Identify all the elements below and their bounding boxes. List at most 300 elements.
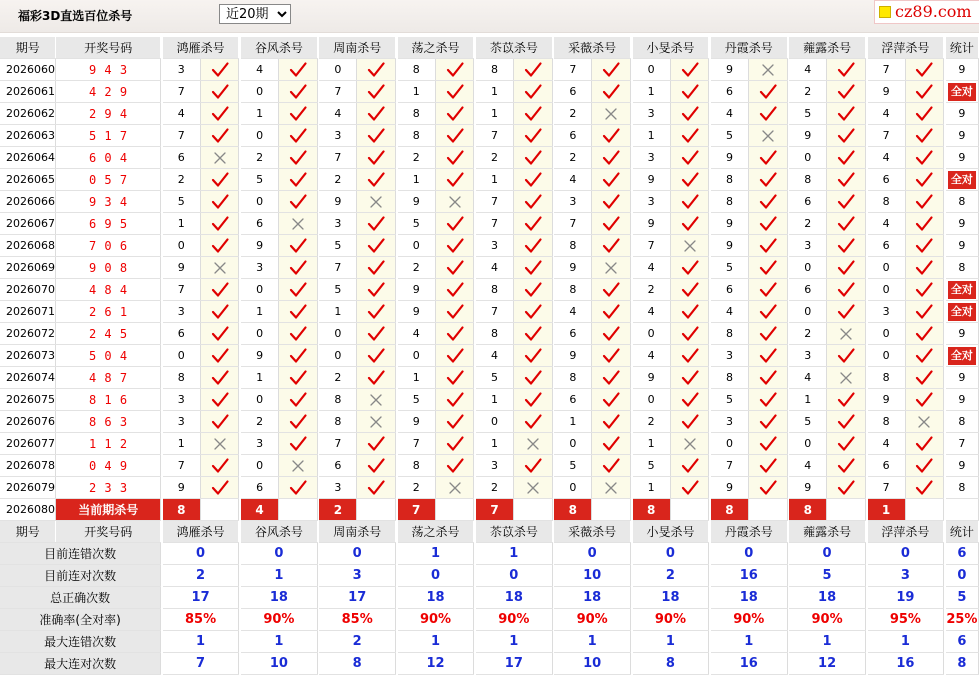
summary-value-cell: [476, 543, 552, 565]
result-cell: [514, 323, 553, 345]
kill-number-cell: [476, 169, 514, 191]
result-cell: [670, 169, 709, 191]
kill-number: 0: [256, 393, 264, 406]
draw-number-cell: [56, 191, 161, 213]
kill-number-cell: [554, 279, 592, 301]
kill-number: 8: [177, 371, 185, 384]
summary-value: 90%: [419, 612, 452, 627]
summary-value-cell: [554, 631, 630, 653]
summary-value: 95%: [889, 612, 921, 627]
kill-number: 2: [412, 261, 420, 274]
check-icon: [758, 478, 778, 498]
result-cell: [357, 257, 396, 279]
result-cell: [200, 59, 239, 81]
summary-value-cell: [789, 543, 865, 565]
check-icon: [523, 346, 543, 366]
stat-value: 9: [958, 63, 966, 76]
header-expert: [633, 521, 709, 543]
cross-icon: [445, 192, 465, 212]
summary-stat-value: 6: [957, 546, 967, 561]
kill-number: 7: [491, 305, 498, 318]
check-icon: [288, 170, 308, 190]
result-cell: [670, 125, 709, 147]
check-icon: [836, 346, 856, 366]
kill-number-cell: [163, 367, 201, 389]
check-icon: [366, 434, 386, 454]
kill-number: 5: [647, 459, 655, 472]
kill-number-cell: [554, 191, 592, 213]
header-expert-label: 浮萍杀号: [881, 525, 930, 539]
summary-label: 目前连错次数: [44, 547, 117, 561]
cross-icon: [758, 126, 778, 146]
summary-value: 0: [822, 546, 832, 561]
kill-number-cell: [789, 103, 827, 125]
result-cell: [279, 147, 318, 169]
result-cell: [435, 411, 474, 433]
kill-number-cell: [789, 389, 827, 411]
table-header-row: [0, 521, 979, 543]
result-cell: [905, 257, 944, 279]
current-kill-number-cell: [711, 499, 749, 521]
result-cell: [905, 455, 944, 477]
draw-number: 5 1 7: [88, 128, 128, 143]
result-cell: [200, 81, 239, 103]
kill-number: 3: [647, 151, 655, 164]
result-cell: [200, 323, 239, 345]
kill-number: 0: [569, 437, 577, 450]
result-cell: [749, 235, 788, 257]
kill-number: 6: [882, 173, 890, 186]
result-cell: [514, 367, 553, 389]
kill-number-cell: [711, 345, 749, 367]
result-cell: [279, 301, 318, 323]
header-expert-label: 苶苡杀号: [489, 525, 538, 539]
kill-number: 0: [569, 481, 577, 494]
summary-value: 10: [583, 568, 602, 583]
summary-value-cell: [163, 587, 239, 609]
kill-number: 0: [647, 327, 655, 340]
check-icon: [445, 412, 465, 432]
kill-number: 8: [491, 283, 498, 296]
kill-number-cell: [554, 213, 592, 235]
summary-stat-cell: [946, 565, 979, 587]
kill-number: 6: [177, 327, 185, 340]
result-cell: [592, 345, 631, 367]
check-icon: [523, 236, 543, 256]
result-cell: [435, 301, 474, 323]
kill-number-cell: [633, 301, 671, 323]
summary-value: 1: [587, 634, 597, 649]
result-cell: [749, 301, 788, 323]
summary-value-cell: [476, 653, 552, 675]
kill-number-cell: [319, 367, 357, 389]
kill-number: 9: [725, 151, 733, 164]
kill-number: 4: [725, 107, 733, 120]
check-icon: [601, 456, 621, 476]
result-cell: [749, 59, 788, 81]
kill-number: 2: [647, 283, 655, 296]
summary-label-cell: [0, 653, 161, 675]
summary-value-cell: [789, 587, 865, 609]
result-cell: [827, 455, 866, 477]
table-row: [0, 147, 979, 169]
summary-value: 85%: [185, 612, 217, 627]
page-title: 福彩3D直选百位杀号: [18, 9, 133, 23]
check-icon: [601, 412, 621, 432]
summary-value: 0: [430, 568, 441, 583]
cross-icon: [210, 434, 230, 454]
result-cell: [200, 191, 239, 213]
table-row: [0, 389, 979, 411]
stat-value: 8: [958, 261, 966, 274]
check-icon: [288, 390, 308, 410]
kill-number: 8: [412, 459, 420, 472]
kill-number: 4: [882, 217, 890, 230]
kill-number-cell: [868, 455, 906, 477]
kill-number: 1: [569, 415, 577, 428]
check-icon: [288, 324, 308, 344]
kill-number-cell: [789, 191, 827, 213]
summary-value-cell: [633, 631, 709, 653]
kill-number: 1: [334, 305, 342, 318]
kill-number: 1: [491, 437, 498, 450]
result-cell: [514, 125, 553, 147]
cross-icon: [680, 434, 700, 454]
header-stats-label: 统计: [949, 525, 974, 539]
stat-value: 9: [958, 459, 966, 472]
current-kill-number-cell: [476, 499, 514, 521]
kill-number-cell: [633, 59, 671, 81]
draw-number: 9 3 4: [88, 194, 128, 209]
summary-value-cell: [554, 587, 630, 609]
summary-value: 18: [504, 590, 523, 605]
draw-number-cell: [56, 433, 161, 455]
result-cell: [905, 235, 944, 257]
summary-row: [0, 653, 979, 675]
result-cell: [200, 257, 239, 279]
header-expert: [398, 37, 474, 59]
stat-value: 7: [958, 437, 966, 450]
kill-number: 7: [334, 151, 342, 164]
result-cell: [670, 59, 709, 81]
kill-number: 4: [412, 327, 420, 340]
issue-number: 2026069: [6, 261, 55, 274]
current-kill-number: 1: [881, 502, 891, 517]
check-icon: [210, 412, 230, 432]
current-empty-cell: [435, 499, 474, 521]
kill-number-cell: [163, 345, 201, 367]
result-cell: [670, 345, 709, 367]
check-icon: [836, 104, 856, 124]
header-expert: [398, 521, 474, 543]
kill-number: 7: [334, 85, 342, 98]
header-stats: [946, 37, 979, 59]
check-icon: [680, 368, 700, 388]
check-icon: [914, 324, 934, 344]
draw-number: 4 8 4: [88, 282, 128, 297]
result-cell: [200, 235, 239, 257]
kill-number: 7: [491, 129, 498, 142]
check-icon: [445, 456, 465, 476]
result-cell: [670, 455, 709, 477]
kill-number: 0: [256, 129, 264, 142]
check-icon: [601, 368, 621, 388]
summary-value-cell: [789, 653, 865, 675]
kill-number-cell: [868, 323, 906, 345]
kill-number: 4: [569, 173, 577, 186]
check-icon: [836, 412, 856, 432]
result-cell: [435, 147, 474, 169]
kill-number: 3: [647, 107, 655, 120]
check-icon: [836, 434, 856, 454]
check-icon: [523, 412, 543, 432]
kill-number: 9: [177, 481, 185, 494]
check-icon: [758, 192, 778, 212]
check-icon: [210, 390, 230, 410]
kill-number: 9: [412, 415, 420, 428]
draw-number-cell: [56, 345, 161, 367]
kill-number: 1: [647, 85, 655, 98]
check-icon: [680, 214, 700, 234]
check-icon: [836, 280, 856, 300]
result-cell: [905, 169, 944, 191]
kill-number: 2: [334, 371, 342, 384]
summary-value: 90%: [654, 612, 687, 627]
table-row: [0, 103, 979, 125]
check-icon: [288, 302, 308, 322]
kill-number-cell: [554, 433, 592, 455]
summary-value-cell: [476, 609, 552, 631]
summary-value: 7: [196, 656, 206, 671]
kill-number-cell: [789, 59, 827, 81]
kill-number-cell: [319, 477, 357, 499]
stat-cell: [946, 301, 979, 323]
kill-number: 7: [334, 261, 342, 274]
kill-number: 1: [491, 173, 498, 186]
result-cell: [749, 411, 788, 433]
result-cell: [279, 455, 318, 477]
summary-value: 18: [583, 590, 602, 605]
result-cell: [827, 323, 866, 345]
kill-number: 0: [334, 327, 342, 340]
kill-number-cell: [398, 411, 436, 433]
result-cell: [200, 103, 239, 125]
kill-number-cell: [398, 301, 436, 323]
kill-number-cell: [554, 125, 592, 147]
kill-number: 0: [647, 393, 655, 406]
kill-number-cell: [868, 81, 906, 103]
kill-number-cell: [633, 147, 671, 169]
summary-value-cell: [241, 587, 317, 609]
summary-value-cell: [476, 631, 552, 653]
summary-row: [0, 609, 979, 631]
issue-number: 2026065: [6, 173, 55, 186]
current-kill-number-cell: [163, 499, 201, 521]
kill-number-cell: [476, 301, 514, 323]
kill-number-cell: [633, 367, 671, 389]
kill-number-cell: [868, 367, 906, 389]
result-cell: [357, 81, 396, 103]
header-expert: [711, 521, 787, 543]
issue-cell: [0, 345, 56, 367]
check-icon: [366, 456, 386, 476]
cross-icon: [445, 478, 465, 498]
result-cell: [279, 103, 318, 125]
draw-number-cell: [56, 367, 161, 389]
summary-value-cell: [398, 609, 474, 631]
kill-number: 9: [882, 393, 890, 406]
kill-number-cell: [163, 103, 201, 125]
summary-value: 18: [739, 590, 758, 605]
stat-cell: [946, 389, 979, 411]
draw-number-cell: [56, 59, 161, 81]
issue-number: 2026071: [6, 305, 55, 318]
summary-value-cell: [711, 653, 787, 675]
result-cell: [905, 433, 944, 455]
header-expert-label: 丹霞杀号: [724, 41, 773, 55]
kill-number-cell: [476, 191, 514, 213]
result-cell: [905, 191, 944, 213]
header-expert: [868, 37, 944, 59]
summary-value: 0: [900, 546, 910, 561]
header-expert: [633, 37, 709, 59]
summary-value: 17: [504, 656, 523, 671]
kill-number: 7: [491, 217, 498, 230]
kill-number-cell: [319, 191, 357, 213]
issue-number: 2026070: [6, 283, 55, 296]
result-cell: [435, 125, 474, 147]
kill-number-cell: [789, 81, 827, 103]
kill-number: 9: [569, 261, 577, 274]
summary-value: 0: [509, 568, 519, 583]
kill-number: 1: [256, 305, 264, 318]
result-cell: [200, 477, 239, 499]
issue-number: 2026078: [6, 459, 55, 472]
kill-number-cell: [476, 279, 514, 301]
result-cell: [905, 103, 944, 125]
kill-number: 0: [256, 283, 264, 296]
issue-cell: [0, 323, 56, 345]
check-icon: [680, 192, 700, 212]
kill-number: 8: [334, 415, 342, 428]
summary-value: 1: [900, 634, 910, 649]
check-icon: [680, 456, 700, 476]
kill-number: 3: [491, 459, 498, 472]
summary-value: 0: [196, 546, 206, 561]
issue-cell: [0, 235, 56, 257]
stat-value: 9: [958, 107, 966, 120]
kill-number-cell: [868, 235, 906, 257]
kill-number: 7: [569, 63, 577, 76]
kill-number-cell: [476, 147, 514, 169]
result-cell: [905, 301, 944, 323]
current-kill-number: 8: [646, 502, 656, 517]
table-row: [0, 411, 979, 433]
kill-number-cell: [711, 389, 749, 411]
summary-value-cell: [789, 609, 865, 631]
table-row: [0, 301, 979, 323]
kill-number: 4: [882, 437, 890, 450]
kill-number-cell: [711, 59, 749, 81]
draw-number-cell: [56, 477, 161, 499]
draw-number-cell: [56, 301, 161, 323]
check-icon: [366, 214, 386, 234]
all-correct-badge: 全对: [948, 281, 976, 299]
header-expert-label: 采薇杀号: [568, 525, 617, 539]
check-icon: [445, 236, 465, 256]
check-icon: [758, 82, 778, 102]
check-icon: [366, 478, 386, 498]
result-cell: [279, 213, 318, 235]
kill-number: 0: [882, 327, 890, 340]
result-cell: [592, 257, 631, 279]
summary-value: 16: [896, 656, 915, 671]
result-cell: [514, 411, 553, 433]
summary-value: 18: [269, 590, 288, 605]
kill-number: 7: [882, 481, 890, 494]
kill-number: 9: [177, 261, 185, 274]
kill-number-cell: [633, 235, 671, 257]
check-icon: [601, 280, 621, 300]
kill-number: 3: [569, 195, 577, 208]
result-cell: [435, 103, 474, 125]
kill-number-cell: [241, 411, 279, 433]
draw-number: 6 0 4: [88, 150, 128, 165]
kill-number-cell: [868, 59, 906, 81]
check-icon: [210, 170, 230, 190]
check-icon: [914, 148, 934, 168]
header-expert-label: 小旻杀号: [646, 41, 695, 55]
kill-number-cell: [163, 213, 201, 235]
result-cell: [357, 169, 396, 191]
summary-value: 90%: [811, 612, 843, 627]
summary-value: 10: [269, 656, 288, 671]
table-row: [0, 257, 979, 279]
kill-number: 6: [177, 151, 185, 164]
current-kill-number: 4: [255, 502, 264, 517]
kill-number-cell: [163, 477, 201, 499]
check-icon: [366, 148, 386, 168]
kill-number-cell: [633, 125, 671, 147]
kill-number-cell: [476, 257, 514, 279]
issue-cell: [0, 433, 56, 455]
summary-value-cell: [163, 653, 239, 675]
summary-value-cell: [241, 653, 317, 675]
current-kill-number: 8: [803, 502, 812, 517]
check-icon: [523, 324, 543, 344]
summary-value-cell: [554, 653, 630, 675]
check-icon: [366, 324, 386, 344]
stat-cell: [946, 191, 979, 213]
check-icon: [601, 214, 621, 234]
kill-number-cell: [868, 213, 906, 235]
kill-number: 5: [334, 283, 342, 296]
period-select[interactable]: [219, 4, 291, 24]
kill-number-cell: [868, 389, 906, 411]
kill-number: 9: [569, 349, 577, 362]
issue-number: 2026062: [6, 107, 55, 120]
current-issue-row: [0, 499, 979, 521]
summary-value-cell: [868, 631, 944, 653]
check-icon: [914, 302, 934, 322]
issue-number: 2026073: [6, 349, 55, 362]
site-logo[interactable]: [874, 0, 979, 24]
check-icon: [445, 280, 465, 300]
kill-number: 0: [177, 239, 185, 252]
result-cell: [749, 389, 788, 411]
kill-number: 3: [725, 349, 733, 362]
issue-number: 2026063: [6, 129, 55, 142]
